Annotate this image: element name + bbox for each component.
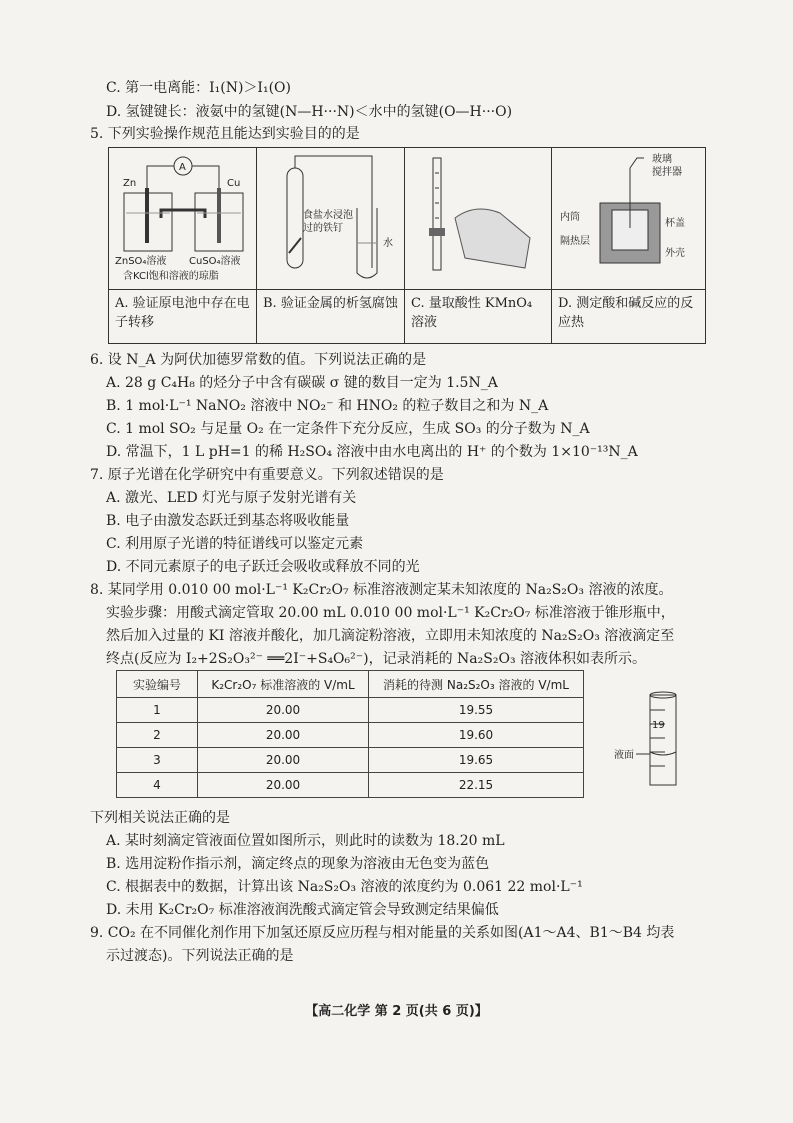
cell: 19.60 xyxy=(369,723,584,748)
q5-cell-b xyxy=(257,148,405,343)
cell: 19.65 xyxy=(369,748,584,773)
cell: 20.00 xyxy=(198,748,369,773)
galvanic-cell-diagram xyxy=(109,148,257,289)
q5-stem: 5. 下列实验操作规范且能达到实验目的的是 xyxy=(90,126,360,142)
q7-option-d: D. 不同元素原子的电子跃迁会吸收或释放不同的光 xyxy=(106,559,420,575)
q5-experiment-table xyxy=(108,147,706,344)
water-label: 水 xyxy=(383,238,393,249)
cell: 22.15 xyxy=(369,773,584,798)
q8-stem: 8. 某同学用 0.010 00 mol·L⁻¹ K₂Cr₂O₇ 标准溶液测定某未知浓度的 Na₂S₂O₃ 溶液的浓度。 xyxy=(90,582,673,598)
cell: 1 xyxy=(117,698,198,723)
liquid-surface-label: 液面 xyxy=(614,750,634,761)
q5-caption-c: C. 量取酸性 KMnO₄ 溶液 xyxy=(405,289,551,343)
burette-reading-diagram xyxy=(610,690,700,790)
header-k2cr2o7-volume: K₂Cr₂O₇ 标准溶液的 V/mL xyxy=(198,671,369,698)
ammeter-label: A xyxy=(179,162,186,173)
cell: 3 xyxy=(117,748,198,773)
q7-option-c: C. 利用原子光谱的特征谱线可以鉴定元素 xyxy=(106,536,364,552)
nail-label: 食盐水浸泡过的铁钉 xyxy=(303,210,353,234)
table-row xyxy=(117,773,584,798)
table-row xyxy=(117,748,584,773)
q6-option-d: D. 常温下，1 L pH=1 的稀 H₂SO₄ 溶液中由水电离出的 H⁺ 的个数为 1×10⁻¹³N_A xyxy=(106,444,638,460)
q5-cell-d xyxy=(552,148,705,343)
q8-sub-stem: 下列相关说法正确的是 xyxy=(90,810,230,826)
inner-label: 内筒 xyxy=(560,212,580,223)
burette-mark-19: 19 xyxy=(652,720,665,731)
cell: 20.00 xyxy=(198,773,369,798)
q5-caption-d: D. 测定酸和碱反应的反应热 xyxy=(552,289,705,343)
cell: 4 xyxy=(117,773,198,798)
q6-option-a: A. 28 g C₄H₈ 的烃分子中含有碳碳 σ 键的数目一定为 1.5N_A xyxy=(106,375,498,391)
insulation-label: 隔热层 xyxy=(560,236,590,247)
q8-option-b: B. 选用淀粉作指示剂，滴定终点的现象为溶液由无色变为蓝色 xyxy=(106,856,490,872)
q6-option-c: C. 1 mol SO₂ 与足量 O₂ 在一定条件下充分反应，生成 SO₃ 的分子数为 N_A xyxy=(106,421,590,437)
q4-option-d: D. 氢键键长：液氨中的氢键(N—H···N)＜水中的氢键(O—H···O) xyxy=(106,104,513,120)
q8-step-1: 实验步骤：用酸式滴定管取 20.00 mL 0.010 00 mol·L⁻¹ K₂Cr₂O₇ 标准溶液于锥形瓶中， xyxy=(106,605,675,621)
burette-diagram xyxy=(405,148,552,289)
q4-option-c: C. 第一电离能：I₁(N)＞I₁(O) xyxy=(106,80,291,96)
q7-option-b: B. 电子由激发态跃迁到基态将吸收能量 xyxy=(106,513,350,529)
corrosion-diagram xyxy=(257,148,405,289)
q8-option-c: C. 根据表中的数据，计算出该 Na₂S₂O₃ 溶液的浓度约为 0.061 22 mol·L⁻¹ xyxy=(106,879,583,895)
q8-step-3: 终点(反应为 I₂+2S₂O₃²⁻ ══2I⁻+S₄O₆²⁻)，记录消耗的 Na₂S₂O₃ 溶液体积如表所示。 xyxy=(106,651,647,667)
q9-stem-line2: 示过渡态)。下列说法正确的是 xyxy=(106,948,294,964)
lid-label: 杯盖 xyxy=(665,218,685,229)
cell: 2 xyxy=(117,723,198,748)
cuso4-label: CuSO₄溶液 xyxy=(189,256,241,267)
header-experiment-no: 实验编号 xyxy=(117,671,198,698)
zn-label: Zn xyxy=(123,178,137,189)
calorimeter-diagram xyxy=(552,148,705,289)
cell: 20.00 xyxy=(198,698,369,723)
stirrer-label: 玻璃搅拌器 xyxy=(652,154,682,178)
q8-data-table xyxy=(116,670,584,798)
q6-stem: 6. 设 N_A 为阿伏加德罗常数的值。下列说法正确的是 xyxy=(90,352,427,368)
znso4-label: ZnSO₄溶液 xyxy=(115,256,167,267)
q5-cell-a xyxy=(109,148,257,343)
cell: 19.55 xyxy=(369,698,584,723)
page-footer: 【高二化学 第 2 页(共 6 页)】 xyxy=(305,1004,488,1019)
q9-stem-line1: 9. CO₂ 在不同催化剂作用下加氢还原反应历程与相对能量的关系如图(A1～A4、B1～B4 均表 xyxy=(90,925,675,941)
q8-option-a: A. 某时刻滴定管液面位置如图所示，则此时的读数为 18.20 mL xyxy=(106,833,505,849)
q5-cell-c xyxy=(405,148,552,343)
salt-bridge-label: 含KCl饱和溶液的琼脂 xyxy=(123,271,219,282)
q8-step-2: 然后加入过量的 KI 溶液并酸化，加几滴淀粉溶液，立即用未知浓度的 Na₂S₂O₃ 溶液滴定至 xyxy=(106,628,675,644)
cu-label: Cu xyxy=(227,178,241,189)
q6-option-b: B. 1 mol·L⁻¹ NaNO₂ 溶液中 NO₂⁻ 和 HNO₂ 的粒子数目之和为 N_A xyxy=(106,398,549,414)
table-header-row xyxy=(117,671,584,698)
q5-caption-b: B. 验证金属的析氢腐蚀 xyxy=(257,289,404,343)
header-na2s2o3-volume: 消耗的待测 Na₂S₂O₃ 溶液的 V/mL xyxy=(369,671,584,698)
q7-option-a: A. 激光、LED 灯光与原子发射光谱有关 xyxy=(106,490,357,506)
q8-option-d: D. 未用 K₂Cr₂O₇ 标准溶液润洗酸式滴定管会导致测定结果偏低 xyxy=(106,902,499,918)
shell-label: 外壳 xyxy=(665,248,685,259)
cell: 20.00 xyxy=(198,723,369,748)
q7-stem: 7. 原子光谱在化学研究中有重要意义。下列叙述错误的是 xyxy=(90,467,444,483)
table-row xyxy=(117,723,584,748)
q5-caption-a: A. 验证原电池中存在电子转移 xyxy=(109,289,256,343)
table-row xyxy=(117,698,584,723)
